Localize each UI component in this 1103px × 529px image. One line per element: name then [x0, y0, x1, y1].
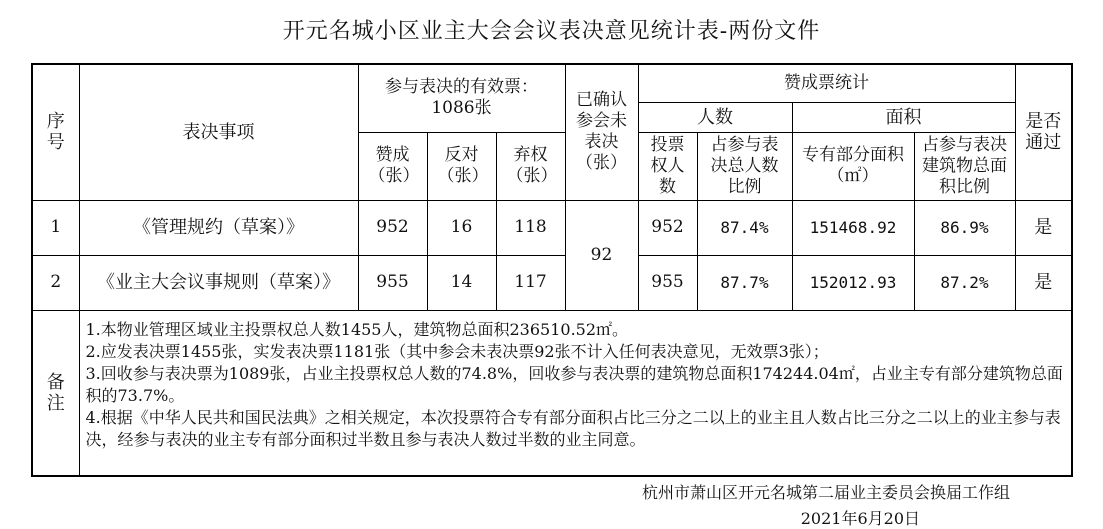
header-seq: 序号	[32, 64, 79, 200]
row-passed: 是	[1015, 200, 1072, 255]
row-area-ratio: 86.9%	[914, 200, 1015, 255]
header-valid-votes: 参与表决的有效票：1086张	[358, 64, 565, 132]
notes-row	[32, 310, 1072, 476]
row-exclusive-area: 152012.93	[792, 255, 914, 310]
header-voting-count: 投票权人数	[638, 132, 697, 200]
row-item: 《业主大会议事规则（草案）》	[79, 255, 358, 310]
table-row	[32, 255, 1072, 310]
row-seq: 1	[32, 200, 79, 255]
document-title: 开元名城小区业主大会会议表决意见统计表-两份文件	[282, 19, 821, 44]
row-seq: 2	[32, 255, 79, 310]
header-in-favor: 赞成（张）	[358, 132, 427, 200]
header-area: 面积	[792, 102, 1015, 132]
header-area-ratio: 占参与表决建筑物总面积比例	[914, 132, 1015, 200]
header-confirmed-no-vote: 已确认参会未表决（张）	[565, 64, 638, 200]
notes-content	[79, 310, 1072, 476]
header-count-ratio: 占参与表决总人数比例	[697, 132, 792, 200]
document-date: 2021年6月20日	[800, 509, 920, 528]
header-head-count: 人数	[638, 102, 792, 132]
header-approval-stats: 赞成票统计	[638, 64, 1015, 102]
row-count-ratio: 87.7%	[697, 255, 792, 310]
row-in-favor: 952	[358, 200, 427, 255]
row-item: 《管理规约（草案）》	[79, 200, 358, 255]
notes-label: 备注	[32, 310, 79, 476]
row-abstain: 117	[496, 255, 565, 310]
row-area-ratio: 87.2%	[914, 255, 1015, 310]
header-item: 表决事项	[79, 64, 358, 200]
confirmed-no-vote-value: 92	[565, 200, 638, 310]
header-exclusive-area: 专有部分面积（㎡）	[792, 132, 914, 200]
row-voting-count: 952	[638, 200, 697, 255]
note-item: 4.根据《中华人民共和国民法典》之相关规定，本次投票符合专有部分面积占比三分之二以上的业主且人数占比三分之二以上的业主参与表决，经参与表决的业主专有部分面积过半数且参与表决人数过半数的业主同意。	[85, 407, 1061, 449]
row-against: 16	[427, 200, 496, 255]
row-in-favor: 955	[358, 255, 427, 310]
note-item: 3.回收参与表决票为1089张，占业主投票权总人数的74.8%，回收参与表决票的建筑物总面积174244.04㎡，占业主专有部分建筑物总面积的73.7%。	[85, 363, 1063, 405]
vote-statistics-table	[31, 63, 1073, 477]
row-voting-count: 955	[638, 255, 697, 310]
row-exclusive-area: 151468.92	[792, 200, 914, 255]
issuing-organization: 杭州市萧山区开元名城第二届业主委员会换届工作组	[641, 483, 1010, 502]
row-against: 14	[427, 255, 496, 310]
header-abstain: 弃权（张）	[496, 132, 565, 200]
header-against: 反对（张）	[427, 132, 496, 200]
header-passed: 是否通过	[1015, 64, 1072, 200]
row-passed: 是	[1015, 255, 1072, 310]
row-count-ratio: 87.4%	[697, 200, 792, 255]
table-row	[32, 200, 1072, 255]
note-item: 1.本物业管理区域业主投票权总人数1455人，建筑物总面积236510.52㎡。	[85, 319, 629, 339]
row-abstain: 118	[496, 200, 565, 255]
note-item: 2.应发表决票1455张，实发表决票1181张（其中参会未表决票92张不计入任何表决意见，无效票3张）；	[85, 341, 829, 361]
